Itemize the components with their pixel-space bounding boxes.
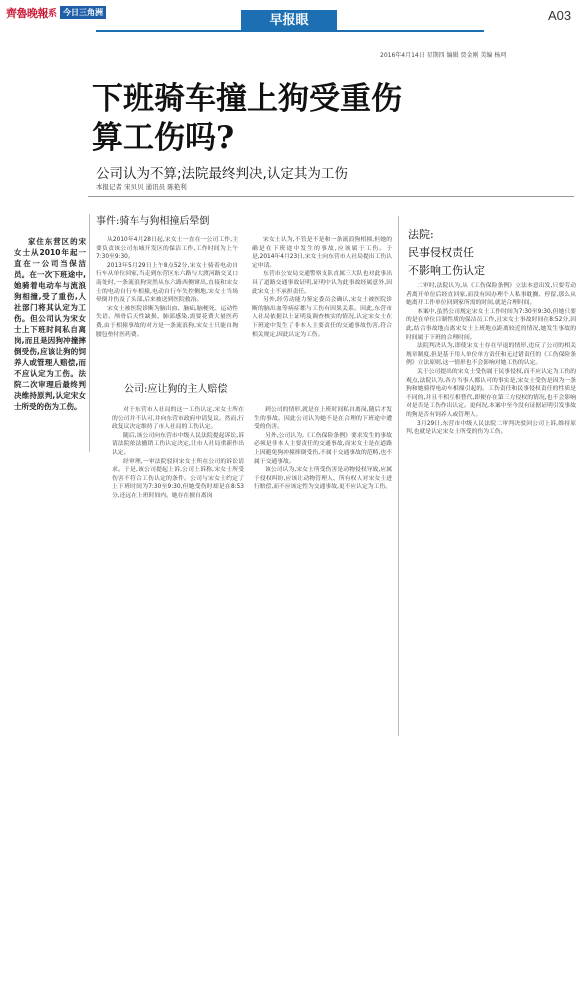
headline-line-1: 下班骑车撞上狗受重伤 bbox=[92, 81, 402, 117]
paragraph: 法院判决认为,即使宋女士存在早退的情形,违反了公司的相关规章制度,但是基于用人单位单方责任和无过错责任的《工伤保险条例》立法原则,这一情形也不会影响对她工伤的认定。 bbox=[406, 343, 576, 367]
section-court-body bbox=[406, 282, 576, 437]
paragraph: 该公司认为,宋女士所受伤害是动物侵权导致,应属于侵权纠纷,应该让动物管理人、所有权人对宋女士进行赔偿,而不应该定性为交通事故,更不应认定为工伤。 bbox=[254, 467, 392, 491]
court-subtitle-1: 民事侵权责任 bbox=[408, 246, 474, 259]
section-event-col-2 bbox=[252, 236, 392, 339]
section-title-company: 公司:应让狗的主人赔偿 bbox=[124, 384, 228, 395]
paragraph: 到公司的情形,就是在上班时间私自离岗,随后才发生的事故。因此公司认为她不是在合理的下班途中遭受的伤害。 bbox=[254, 407, 392, 431]
paragraph: 经审理,一审法院驳回宋女士所在公司的诉讼请求。于是,该公司提起上诉,公司上诉称,宋女士所受伤害不符合工伤认定的条件。公司与宋女士约定了上下班时间为7:30至9:30,但她受伤时却是在8:53分,还远在上班时间内。她存在擅自离岗 bbox=[112, 458, 244, 499]
newspaper-logo: 齊魯晚報 bbox=[6, 7, 48, 20]
paragraph: 宋女士被医院诊断为脑出血、脑疝,脑梗死、运动性失语、颅骨后天性缺损、肺部感染,需要花费大量医药费,由于相撞事故的对方是一条流浪狗,宋女士只能自掏腰包垫付医药费。 bbox=[96, 305, 238, 338]
paragraph: 关于公司提出的宋女士受伤属于民事侵权,而不应认定为工伤的观点,法院认为,各方当事人都认可的事实是,宋女士受伤是因为一条狗和她骑得电动车相撞引起的。工伤责任和民事侵权责任的性质是不同的,并且不相互相替代,即便存在第三方侵权的情况,也不会影响对是否是工伤作出认定。更何况,本案中至今没有证据证明引发事故的狗是否有饲养人或管理人。 bbox=[406, 368, 576, 418]
series-badge: 今日三角洲 bbox=[60, 6, 106, 19]
lead-paragraph: 家住东营区的宋女士从2010年起一直在一公司当保洁员。在一次下班途中,她骑着电动车与流浪狗相撞,受了重伤,人社部门将其认定为工伤。但公司认为宋女士上下班时间私自离岗,而且是因狗冲撞摔倒受伤,应该让狗的饲养人或管理人赔偿,而不应认定为工伤。法院二次审理后最终判决维持原判,认定宋女士所受的伤为工伤。 bbox=[14, 237, 86, 411]
paragraph: 东营市公安局交通警察支队直属三大队也对此事出具了道路交通事故证明,证明中认为此事故经属意外,因此宋女士不承担责任。 bbox=[252, 271, 392, 295]
paragraph: 从2010年4月28日起,宋女士一直在一公司工作,主要负责该公司东城开发区的保洁工作,工作时间为上午7:30至9:30。 bbox=[96, 237, 238, 261]
section-title-event: 事件:骑车与狗相撞后晕倒 bbox=[96, 216, 210, 227]
court-subtitle-2: 不影响工伤认定 bbox=[408, 264, 485, 277]
header-divider bbox=[88, 196, 574, 197]
subtitle: 公司认为不算;法院最终判决,认定其为工伤 bbox=[96, 166, 348, 182]
series-label: 系 bbox=[48, 9, 58, 19]
section-tab: 早报眼 bbox=[241, 10, 337, 32]
court-column-divider bbox=[398, 216, 399, 736]
section-title-court: 法院: bbox=[408, 228, 434, 241]
section-company-col-2 bbox=[254, 406, 392, 492]
masthead bbox=[0, 0, 580, 28]
paragraph: 本案中,虽然公司规定宋女士工作时间为7:30至9:30,但她只要的是在单位目制性质的保洁员工作,且宋女士事故时间在8:52分,因此,结合事故地点离宋女士上班地点距离较近的情况,她发生事故的时间属于下班的合理时间。 bbox=[406, 308, 576, 341]
lead-column-divider bbox=[89, 214, 90, 452]
section-company-col-1 bbox=[112, 406, 244, 501]
paragraph: 2013年5月29日上午8点52分,宋女士骑着电动自行车从单位回家,当走到东营区东六路与大渡河路交叉口南处时,一条流浪狗突然从东六路西侧窜出,直接和宋女士的电动自行车相撞,电动自行车失控侧地,宋女士当场晕倒并伤及了头部,后来被送到医院救治。 bbox=[96, 262, 238, 304]
paragraph: 另外,公司认为,《工伤保险条例》要求发生的事故必须是非本人主要责任的交通事故,而宋女士是在道路上因避免狗冲撞摔倒受伤,不属于交通事故的范畴,也不属于交通事故。 bbox=[254, 432, 392, 465]
lead-column bbox=[14, 236, 86, 412]
paragraph: 二审时,法院认为,从《工伤保险条例》立法本意出发,只要劳动者离开单位后经直回家,而没有因办理个人私事耽搁、停留,那么从她离开工作单位回到家所需的时间,就是合理时间。 bbox=[406, 283, 576, 307]
paragraph: 另外,经劳动能力鉴定委员会确认,宋女士被医院诊断的脑出血等病症都与工伤有因果关系。因此,东营市人社局依据以上证明及调查核实的情况,认定宋女士在下班途中发生了非本人主要责任的交通事故伤害,符合相关规定,因此认定为工伤。 bbox=[252, 297, 392, 338]
page-number: A03 bbox=[548, 8, 572, 23]
section-event-col-1 bbox=[96, 236, 238, 339]
section-divider bbox=[96, 30, 484, 32]
paragraph: 3月29日,东营市中级人民法院二审判决驳回公司上诉,维持原判,也就是认定宋女士所受的伤为工伤。 bbox=[406, 420, 576, 436]
paragraph: 对于东营市人社局的这一工伤认定,宋女士所在的公司并不认可,并向东营市政府申请复议。然而,行政复议决定维持了市人社局的工伤认定。 bbox=[112, 407, 244, 431]
paragraph: 宋女士认为,不管是不是和一条流浪狗相撞,但她的确是在下班途中发生的事故,应该属于工伤。于是,2014年4月23日,宋女士向东营市人社局提出工伤认定申请。 bbox=[252, 237, 392, 269]
byline: 本报记者 宋贝贝 通讯员 陈艳利 bbox=[96, 183, 187, 191]
headline-line-2: 算工伤吗? bbox=[92, 120, 235, 156]
headline bbox=[92, 80, 472, 158]
paragraph: 随后,该公司向东营市中级人民法院提起诉讼,诉请法院依法撤销工伤认定决定,让市人社局重新作出认定。 bbox=[112, 432, 244, 456]
date-editor-line: 2016年4月14日 星期四 编辑 贾金刚 美编 杨珂 bbox=[380, 52, 507, 59]
